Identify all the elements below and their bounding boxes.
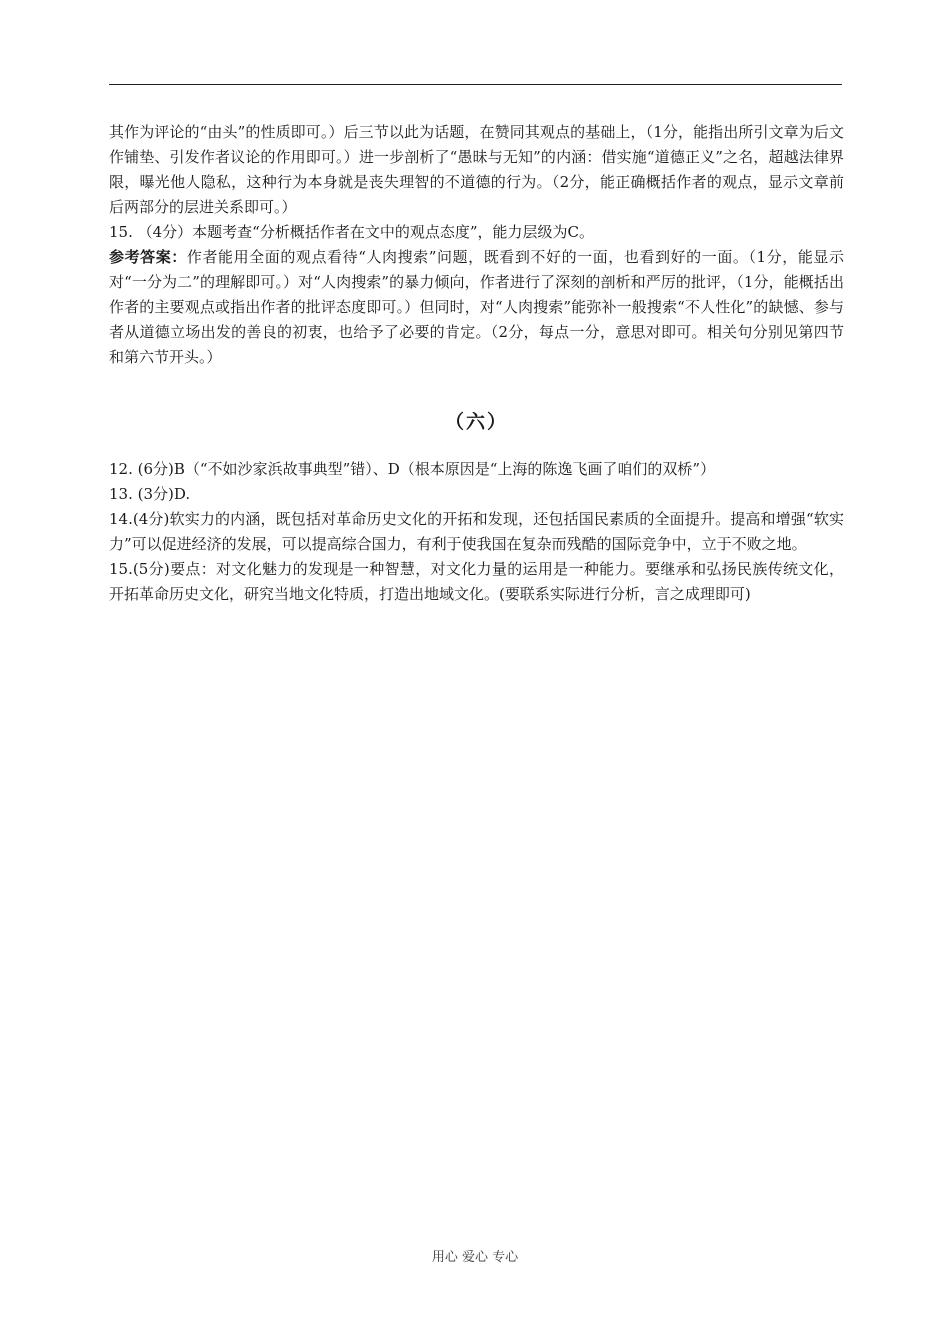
document-body <box>109 120 844 607</box>
answer-15: 15.(5分)要点：对文化魅力的发现是一种智慧，对文化力量的运用是一种能力。要继承和弘扬民族传统文化，开拓革命历史文化，研究当地文化特质，打造出地域文化。(要联系实际进行分析，言之成理即可) <box>109 560 844 603</box>
section-title: （六） <box>444 411 508 433</box>
page-footer: 用心 爱心 专心 <box>431 1250 519 1265</box>
answer-label: 参考答案： <box>109 248 187 266</box>
answer-12: 12. (6分)B（“不如沙家浜故事典型”错）、D（根本原因是“上海的陈逸飞画了咱们的双桥”） <box>109 460 716 478</box>
continuation-paragraph: 其作为评论的“由头”的性质即可。）后三节以此为话题，在赞同其观点的基础上，（1分，能指出所引文章为后文作铺垫、引发作者议论的作用即可。）进一步剖析了“愚昧与无知”的内涵：借实施“道德正义”之名，超越法律界限，曝光他人隐私，这种行为本身就是丧失理智的不道德的行为。（2分，能正确概括作者的观点，显示文章前后两部分的层进关系即可。） <box>109 123 844 216</box>
question-15-header: 15. （4分）本题考查“分析概括作者在文中的观点态度”，能力层级为C。 <box>109 223 594 241</box>
question-15-answer <box>109 245 844 370</box>
answer-14: 14.(4分)软实力的内涵，既包括对革命历史文化的开拓和发现，还包括国民素质的全面提升。提高和增强“软实力”可以促进经济的发展，可以提高综合国力，有利于使我国在复杂而残酷的国际竞争中，立于不败之地。 <box>109 510 844 553</box>
answer-text: 作者能用全面的观点看待“人肉搜索”问题，既看到不好的一面，也看到好的一面。（1分，能显示对“一分为二”的理解即可。）对“人肉搜索”的暴力倾向，作者进行了深刻的剖析和严厉的批评，（1分，能概括出作者的主要观点或指出作者的批评态度即可。）但同时，对“人肉搜索”能弥补一般搜索“不人性化”的缺憾、参与者从道德立场出发的善良的初衷，也给予了必要的肯定。（2分，每点一分，意思对即可。相关句分别见第四节和第六节开头。） <box>109 248 844 366</box>
answer-13: 13. (3分)D. <box>109 485 191 503</box>
header-rule <box>109 84 842 85</box>
